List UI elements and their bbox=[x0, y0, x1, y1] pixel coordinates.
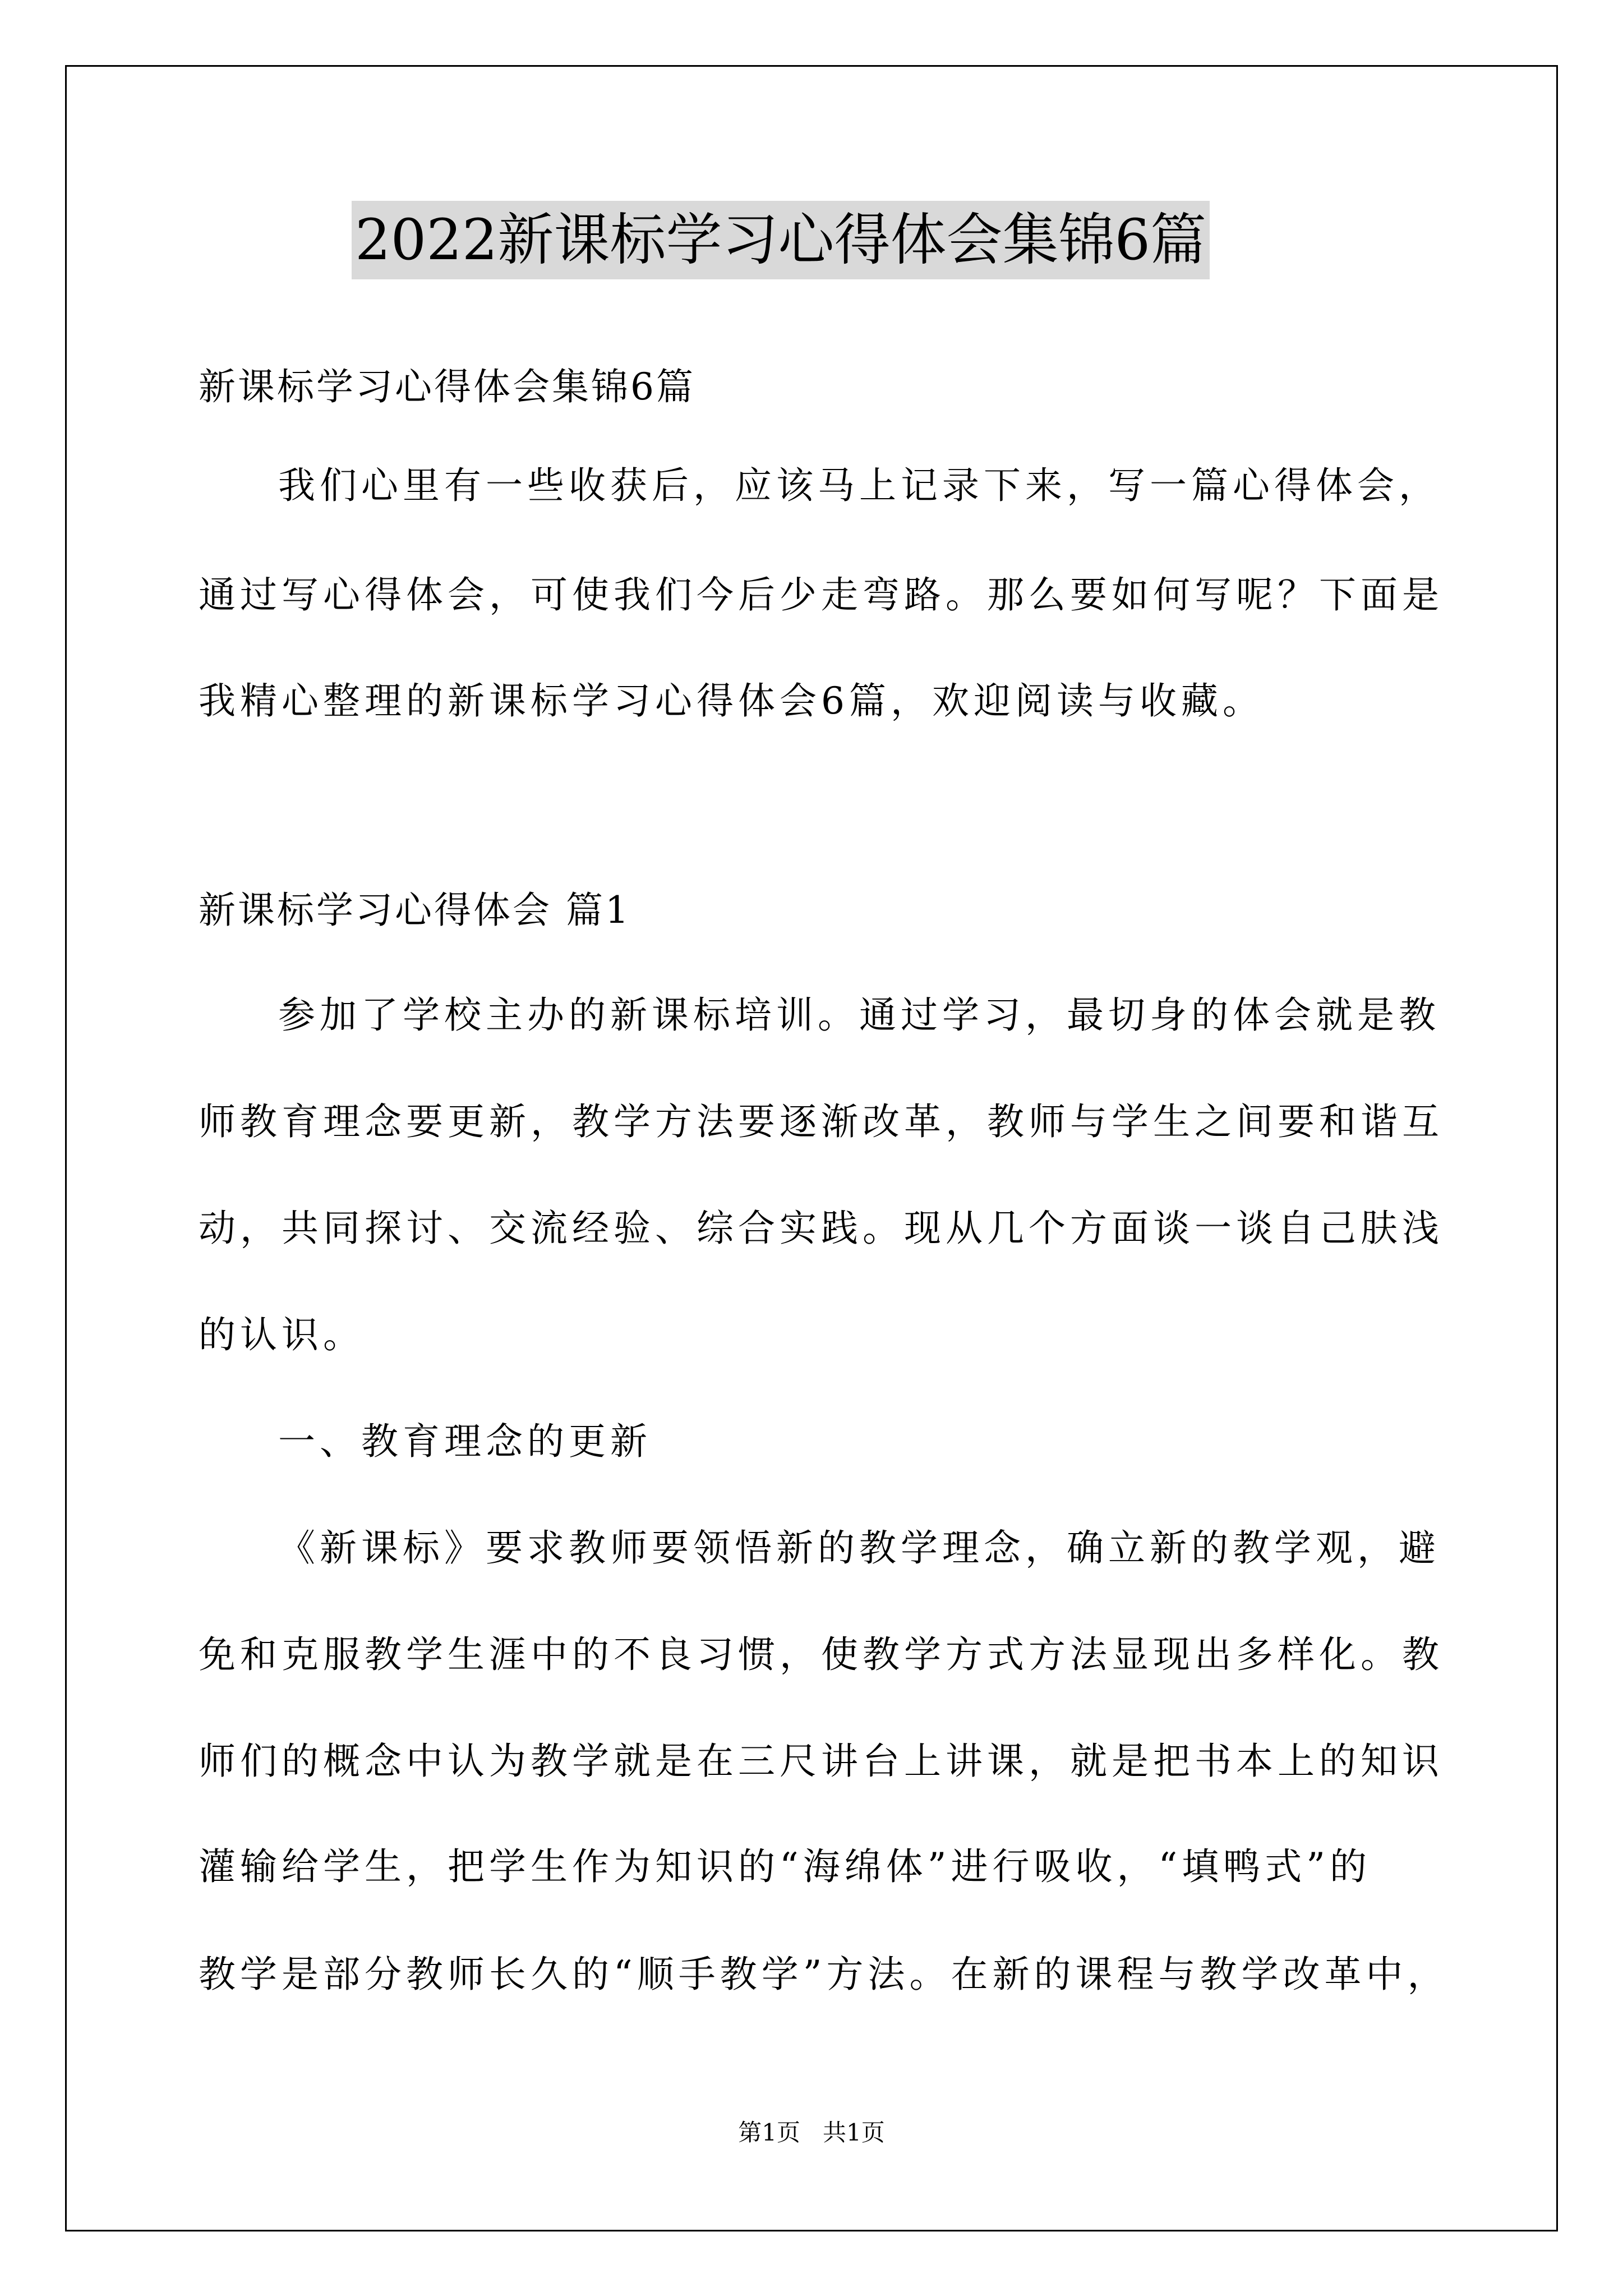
para2-line-5: 教学是部分教师长久的“顺手教学”方法。在新的课程与教学改革中， bbox=[199, 1953, 1449, 1996]
para2-line-1: 《新课标》要求教师要领悟新的教学理念，确立新的教学观，避 bbox=[278, 1526, 1440, 1570]
para1-line-2: 师教育理念要更新，教学方法要逐渐改革，教师与学生之间要和谐互 bbox=[199, 1100, 1444, 1143]
para2-line-2: 免和克服教学生涯中的不良习惯，使教学方式方法显现出多样化。教 bbox=[199, 1633, 1444, 1676]
para2-line-4: 灌输给学生，把学生作为知识的“海绵体”进行吸收，“填鸭式”的 bbox=[199, 1845, 1371, 1888]
para1-line-1: 参加了学校主办的新课标培训。通过学习，最切身的体会就是教 bbox=[278, 993, 1440, 1037]
para1-line-3: 动，共同探讨、交流经验、综合实践。现从几个方面谈一谈自己肤浅 bbox=[199, 1207, 1444, 1250]
para2-line-3: 师们的概念中认为教学就是在三尺讲台上讲课，就是把书本上的知识 bbox=[199, 1740, 1444, 1783]
page-number: 第1页 共1页 bbox=[738, 2119, 885, 2146]
document-title: 2022新课标学习心得体会集锦6篇 bbox=[352, 201, 1210, 279]
sub-heading: 一、教育理念的更新 bbox=[278, 1420, 652, 1463]
intro-line-1: 我们心里有一些收获后，应该马上记录下来，写一篇心得体会， bbox=[278, 464, 1440, 507]
section-heading: 新课标学习心得体会 篇1 bbox=[199, 889, 631, 932]
intro-line-3: 我精心整理的新课标学习心得体会6篇，欢迎阅读与收藏。 bbox=[199, 679, 1264, 723]
intro-line-2: 通过写心得体会，可使我们今后少走弯路。那么要如何写呢？下面是 bbox=[199, 573, 1444, 616]
document-subtitle: 新课标学习心得体会集锦6篇 bbox=[199, 365, 695, 408]
para1-line-4: 的认识。 bbox=[199, 1313, 365, 1356]
